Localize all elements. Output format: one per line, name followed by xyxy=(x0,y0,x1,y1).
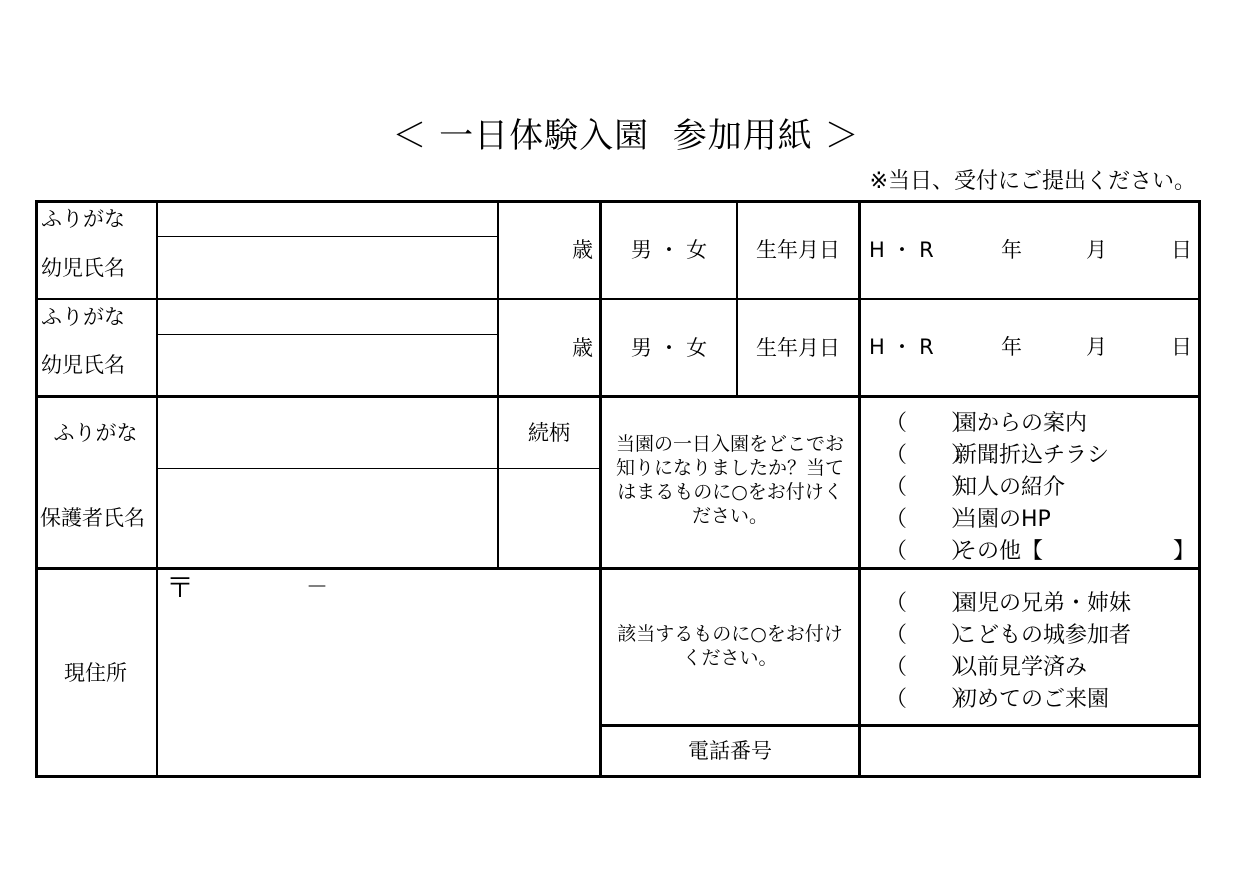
source-option-2[interactable] xyxy=(885,440,1109,472)
checkbox-paren: （ ） xyxy=(885,623,974,648)
divider xyxy=(156,468,599,469)
checkbox-paren: （ ） xyxy=(885,539,974,564)
divider xyxy=(858,200,861,778)
option-text: 以前見学済み xyxy=(955,655,1088,680)
child1-era: H ・ R xyxy=(869,238,934,262)
child1-name-field[interactable] xyxy=(158,237,497,298)
checkbox-paren: （ ） xyxy=(885,475,974,500)
child2-birthdate-label: 生年月日 xyxy=(756,335,840,360)
child1-gender-option[interactable]: 男 ・ 女 xyxy=(630,238,708,262)
option-text: 園児の兄弟・姉妹 xyxy=(955,591,1132,616)
child1-furigana-field[interactable] xyxy=(158,202,497,236)
application-form xyxy=(35,200,1201,778)
option-text: こどもの城参加者 xyxy=(955,623,1132,648)
checkbox-paren: （ ） xyxy=(885,411,974,436)
option-text: 当園のHP xyxy=(955,507,1051,532)
postal-dash: － xyxy=(306,575,329,600)
checkbox-paren: （ ） xyxy=(885,655,974,680)
relation-field[interactable] xyxy=(499,469,599,567)
divider xyxy=(497,200,499,570)
divider xyxy=(156,236,497,237)
status-option-2[interactable] xyxy=(885,620,1131,652)
option-text: 新聞折込チラシ xyxy=(955,443,1110,468)
divider xyxy=(156,200,158,778)
checkbox-paren: （ ） xyxy=(885,507,974,532)
child2-day-unit: 日 xyxy=(1171,335,1192,359)
option-text: その他【 xyxy=(955,539,1044,564)
child1-furigana-label: ふりがな xyxy=(41,207,125,231)
child1-day-unit: 日 xyxy=(1171,238,1192,262)
divider xyxy=(35,395,1201,398)
option-text: 初めてのご来園 xyxy=(955,687,1110,712)
phone-label: 電話番号 xyxy=(688,739,772,763)
child2-name-field[interactable] xyxy=(158,335,497,395)
postal-mark: 〒 xyxy=(166,571,195,604)
other-close-bracket: 】 xyxy=(1173,539,1196,564)
source-option-1[interactable] xyxy=(885,408,1087,440)
child2-gender-option[interactable]: 男 ・ 女 xyxy=(630,335,708,360)
guardian-name-field[interactable] xyxy=(158,469,497,567)
child1-age-field[interactable] xyxy=(499,202,599,298)
phone-field[interactable] xyxy=(861,727,1198,775)
child2-furigana-field[interactable] xyxy=(158,300,497,334)
source-option-4[interactable] xyxy=(885,504,1051,536)
relation-label: 続柄 xyxy=(528,421,570,445)
divider xyxy=(599,200,602,778)
option-text: 知人の紹介 xyxy=(955,475,1066,500)
page-title: ＜ 一日体験入園 参加用紙 ＞ xyxy=(392,116,860,156)
checkbox-paren: （ ） xyxy=(885,687,974,712)
child1-birthdate-label: 生年月日 xyxy=(756,238,840,262)
child1-birthdate-field[interactable] xyxy=(861,202,1198,298)
address-label: 現住所 xyxy=(64,660,127,685)
source-option-5[interactable] xyxy=(885,536,1043,568)
divider xyxy=(35,567,1201,570)
child1-year-unit: 年 xyxy=(1001,238,1022,262)
child2-age-unit: 歳 xyxy=(572,335,593,360)
status-option-4[interactable] xyxy=(885,684,1109,716)
source-question: 当園の一日入園をどこでお知りになりましたか？当てはまるものに○をお付けください。 xyxy=(615,433,844,527)
child2-era: H ・ R xyxy=(869,335,934,359)
child2-name-label: 幼児氏名 xyxy=(41,353,125,377)
checkbox-paren: （ ） xyxy=(885,591,974,616)
guardian-furigana-label: ふりがな xyxy=(53,421,138,445)
status-option-3[interactable] xyxy=(885,652,1087,684)
status-option-1[interactable] xyxy=(885,588,1131,620)
child1-name-label: 幼児氏名 xyxy=(41,255,125,280)
child2-furigana-label: ふりがな xyxy=(41,305,125,329)
child1-age-unit: 歳 xyxy=(572,238,593,262)
option-text: 園からの案内 xyxy=(955,411,1088,436)
source-option-3[interactable] xyxy=(885,472,1065,504)
child2-age-field[interactable] xyxy=(499,300,599,395)
child2-birthdate-field[interactable] xyxy=(861,300,1198,395)
status-question: 該当するものに○をお付けください。 xyxy=(617,623,843,669)
divider xyxy=(35,298,1201,300)
address-field[interactable] xyxy=(158,570,599,775)
checkbox-paren: （ ） xyxy=(885,443,974,468)
submission-note: ※当日、受付にご提出ください。 xyxy=(869,169,1196,194)
divider xyxy=(156,334,497,335)
divider xyxy=(599,724,1201,727)
child1-month-unit: 月 xyxy=(1086,238,1107,262)
child2-year-unit: 年 xyxy=(1001,335,1022,359)
guardian-name-label: 保護者氏名 xyxy=(40,506,145,530)
guardian-furigana-field[interactable] xyxy=(158,398,497,468)
child2-month-unit: 月 xyxy=(1086,335,1107,359)
